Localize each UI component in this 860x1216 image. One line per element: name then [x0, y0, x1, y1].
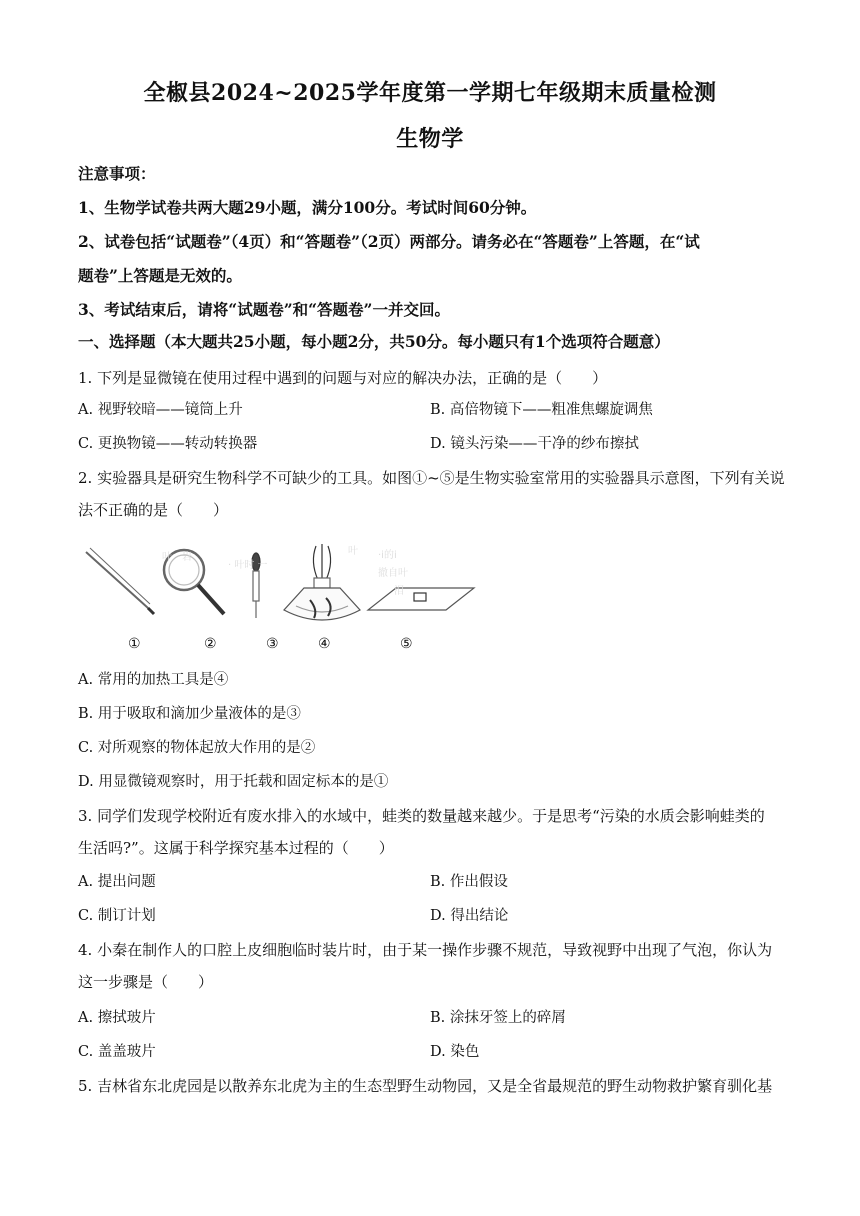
- question-3-option-b: B. 作出假设: [430, 874, 508, 890]
- question-4-stem: 4. 小秦在制作人的口腔上皮细胞临时装片时，由于某一操作步骤不规范，导致视野中出现了气泡，你认为: [78, 941, 773, 959]
- question-2-option-b: B. 用于吸取和滴加少量液体的是③: [78, 706, 301, 722]
- question-4-option-b: B. 涂抹牙签上的碎屑: [430, 1010, 566, 1026]
- question-1-option-a: A. 视野较暗——镜筒上升: [78, 402, 243, 418]
- slide-icon: [368, 588, 474, 610]
- svg-text:泪: 泪: [394, 586, 404, 597]
- question-1-option-b: B. 高倍物镜下——粗准焦螺旋调焦: [430, 402, 653, 418]
- question-1-option-d: D. 镜头污染——干净的纱布擦拭: [430, 436, 639, 452]
- notice-item-2: 2、试卷包括“试题卷”（4页）和“答题卷”（2页）两部分。请务必在“答题卷”上答题，在“试: [78, 232, 700, 251]
- question-4-option-c: C. 盖盖玻片: [78, 1044, 156, 1060]
- question-4-option-a: A. 擦拭玻片: [78, 1010, 156, 1026]
- figure-label-3: ③: [266, 636, 279, 652]
- section-heading: 一、选择题（本大题共25小题，每小题2分，共50分。每小题只有1个选项符合题意）: [78, 332, 670, 351]
- svg-text:撤自叶: 撤自叶: [378, 568, 408, 579]
- question-1-option-c: C. 更换物镜——转动转换器: [78, 436, 258, 452]
- figure-label-5: ⑤: [400, 636, 413, 652]
- svg-text:叶: 叶: [348, 546, 358, 557]
- svg-text:叶 岩: 叶 岩: [162, 552, 192, 563]
- notice-item-2-cont: 题卷”上答题是无效的。: [78, 266, 242, 285]
- question-2-option-c: C. 对所观察的物体起放大作用的是②: [78, 740, 316, 756]
- question-2-stem-cont: 法不正确的是（ ）: [78, 501, 229, 519]
- tweezers-icon: [86, 548, 154, 614]
- svg-text:·i的i: ·i的i: [378, 550, 397, 561]
- figure-label-1: ①: [128, 636, 141, 652]
- exam-title: 全椒县2024~2025学年度第一学期七年级期末质量检测: [143, 80, 717, 106]
- exam-subject: 生物学: [396, 126, 464, 152]
- question-3-stem-cont: 生活吗?”。这属于科学探究基本过程的（ ）: [78, 839, 394, 857]
- svg-text:· 叶时 一: · 叶时 一: [228, 560, 268, 571]
- question-3-option-d: D. 得出结论: [430, 908, 509, 924]
- question-1-stem: 1. 下列是显微镜在使用过程中遇到的问题与对应的解决办法，正确的是（ ）: [78, 369, 608, 387]
- question-3-option-a: A. 提出问题: [78, 874, 156, 890]
- question-4-stem-cont: 这一步骤是（ ）: [78, 973, 214, 991]
- question-3-stem: 3. 同学们发现学校附近有废水排入的水域中，蛙类的数量越来越少。于是思考“污染的水质会影响蛙类的: [78, 807, 765, 825]
- notice-item-1: 1、生物学试卷共两大题29小题，满分100分。考试时间60分钟。: [78, 198, 537, 217]
- question-2-stem: 2. 实验器具是研究生物科学不可缺少的工具。如图①~⑤是生物实验室常用的实验器具示意图，下列有关说: [78, 469, 785, 487]
- question-2-option-d: D. 用显微镜观察时，用于托载和固定标本的是①: [78, 774, 389, 790]
- question-4-option-d: D. 染色: [430, 1044, 480, 1060]
- figure-label-2: ②: [204, 636, 217, 652]
- notice-heading: 注意事项：: [78, 164, 156, 183]
- question-2-option-a: A. 常用的加热工具是④: [78, 672, 229, 688]
- question-3-option-c: C. 制订计划: [78, 908, 156, 924]
- notice-item-3: 3、考试结束后，请将“试题卷”和“答题卷”一并交回。: [78, 300, 450, 319]
- figure-label-4: ④: [318, 636, 331, 652]
- question-5-stem: 5. 吉林省东北虎园是以散养东北虎为主的生态型野生动物园，又是全省最规范的野生动物救护繁育驯化基: [78, 1077, 773, 1095]
